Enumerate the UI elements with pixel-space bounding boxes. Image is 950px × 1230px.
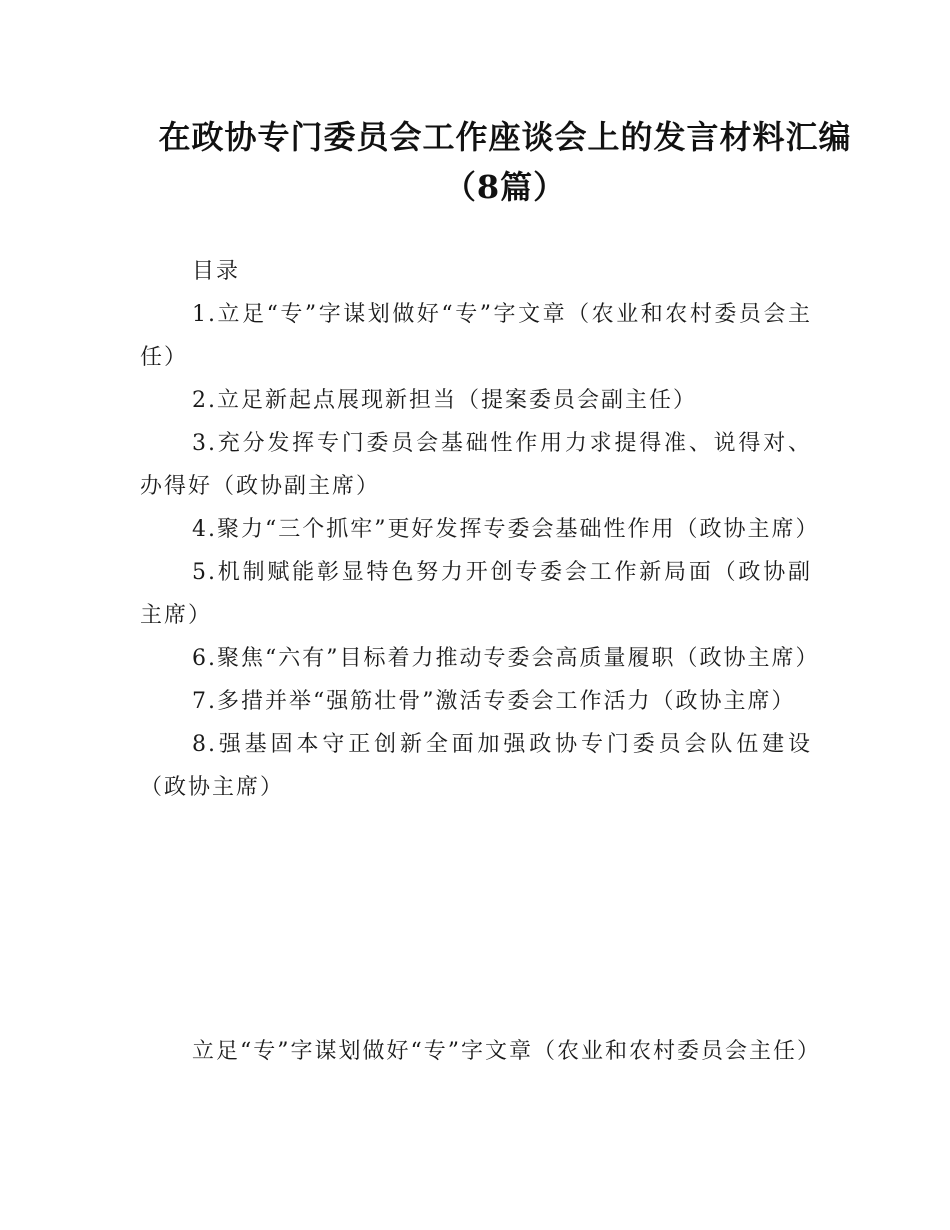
toc-item[interactable]: 8.强基固本守正创新全面加强政协专门委员会队伍建设（政协主席）	[140, 732, 812, 800]
toc-item[interactable]: 7.多措并举“强筋壮骨”激活专委会工作活力（政协主席）	[192, 689, 796, 714]
toc-item[interactable]: 5.机制赋能彰显特色努力开创专委会工作新局面（政协副主席）	[140, 560, 812, 628]
toc-heading: 目录	[192, 259, 241, 284]
toc-list	[140, 293, 820, 809]
toc-item[interactable]: 1.立足“专”字谋划做好“专”字文章（农业和农村委员会主任）	[140, 302, 812, 370]
toc-item[interactable]: 4.聚力“三个抓牢”更好发挥专委会基础性作用（政协主席）	[192, 517, 820, 542]
table-of-contents	[140, 250, 820, 809]
toc-item[interactable]: 3.充分发挥专门委员会基础性作用力求提得准、说得对、办得好（政协副主席）	[140, 431, 812, 499]
section-heading: 立足“专”字谋划做好“专”字文章（农业和农村委员会主任）	[192, 1039, 821, 1064]
document-title: 在政协专门委员会工作座谈会上的发言材料汇编（8篇）	[158, 118, 852, 206]
toc-item[interactable]: 2.立足新起点展现新担当（提案委员会副主任）	[192, 388, 697, 413]
toc-item[interactable]: 6.聚焦“六有”目标着力推动专委会高质量履职（政协主席）	[192, 646, 820, 671]
